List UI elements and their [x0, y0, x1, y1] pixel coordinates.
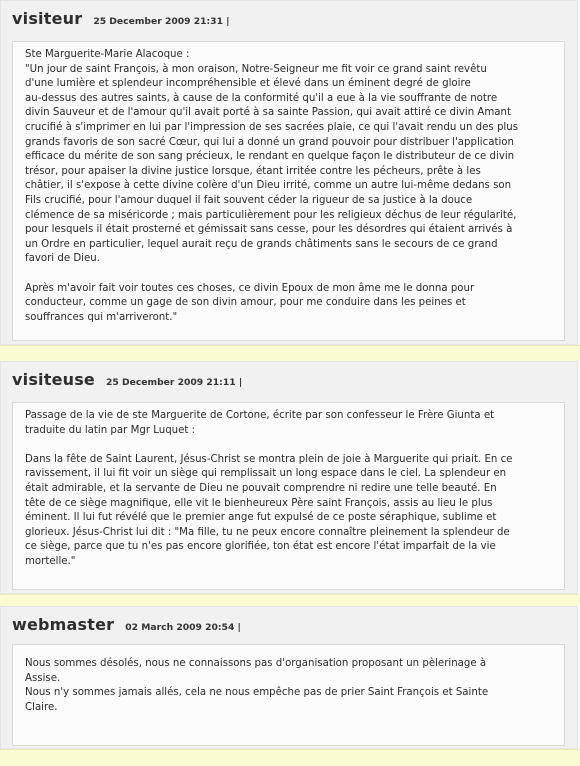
comment-header — [12, 9, 230, 28]
comment-author: visiteur — [12, 9, 83, 28]
comment-author: visiteuse — [12, 370, 95, 389]
comment-author: webmaster — [12, 615, 115, 634]
comment-separator — [0, 594, 580, 606]
comment-header — [12, 615, 241, 634]
comment-header — [12, 370, 242, 389]
comment-card — [0, 606, 578, 749]
comment-body — [12, 644, 565, 746]
comment-paragraph: Après m'avoir fait voir toutes ces choses, ce divin Epoux de mon âme me le donna pour conducteur, comme un gage de son divin amour, pour me conduire dans les peines et souffrances qui m'arriveront." — [25, 282, 475, 323]
comment-body — [12, 41, 565, 341]
comment-card — [0, 0, 578, 345]
comment-paragraph: Dans la fête de Saint Laurent, Jésus-Christ se montra plein de joie à Marguerite qui priait. En ce ravissement, il lui fit voir un siège qui remplissait un long espace dans le ciel. La splendeur en était admirable, et la servante de Dieu ne pouvait comprendre ni redire une telle beauté. En tête de ce siège magnifique, elle vit le bienheureux Père saint François, assis au lieu le plus éminent. Il lui fut révélé que le premier ange fut expulsé de ce poste séraphique, sublime et glorieux. Jésus-Christ lui dit : "Ma fille, tu ne peux encore connaître pleinement la splendeur de ce siège, parce que tu n'es pas encore glorifiée, ton état est encore l'état imparfait de la vie mortelle." — [25, 453, 513, 567]
comment-paragraph: Nous sommes désolés, nous ne connaissons pas d'organisation proposant un pèlerinage à Assise. Nous n'y sommes jamais allés, cela ne nous empêche pas de prier Saint François et Sainte Claire. — [25, 658, 489, 713]
comment-paragraph: Ste Marguerite-Marie Alacoque : "Un jour de saint François, à mon oraison, Notre-Seigneur me fit voir ce grand saint revêtu d'une lumière et splendeur incompréhensible et élevé dans un éminent degré de gloire au-dessus des autres saints, à cause de la conformité qu'il a eue à la vie souffrante de notre divin Sauveur et de l'amour qu'il avait porté à sa sainte Passion, qui avait attiré ce divin Amant crucifié à s'imprimer en lui par l'impression de ses sacrées plaie, ce qui l'avait rendu un des plus grands favoris de son sacré Cœur, qui lui a donné un grand pouvoir pour distribuer l'application efficace du mérite de son sang précieux, le rendant en quelque façon le distributeur de ce divin trésor, pour apaiser la divine justice lorsque, étant irritée contre les pécheurs, prête à les châtier, il s'expose à cette divine colère d'un Dieu irrité, comme un autre lui-même dedans son Fils crucifié, pour l'amour duquel il fait souvent céder la rigueur de sa justice à la douce clémence de sa miséricorde ; mais particulièrement pour les religieux déchus de leur régularité, pour lesquels il était prosterné et gémissait sans cesse, pour les désordres qui étaient arrivés à un Ordre en particulier, lequel aurait reçu de grands châtiments sans le secours de ce grand favori de Dieu. — [25, 49, 519, 265]
comment-date: 02 March 2009 20:54 | — [125, 622, 241, 633]
comment-separator — [0, 345, 580, 361]
comment-card — [0, 361, 578, 594]
comment-separator — [0, 749, 580, 766]
comment-date: 25 December 2009 21:31 | — [93, 16, 230, 27]
comment-paragraph: Passage de la vie de ste Marguerite de Cortone, écrite par son confesseur le Frère Giunta et traduite du latin par Mgr Luquet : — [25, 410, 495, 436]
comment-body — [12, 402, 565, 590]
comment-date: 25 December 2009 21:11 | — [106, 377, 243, 388]
